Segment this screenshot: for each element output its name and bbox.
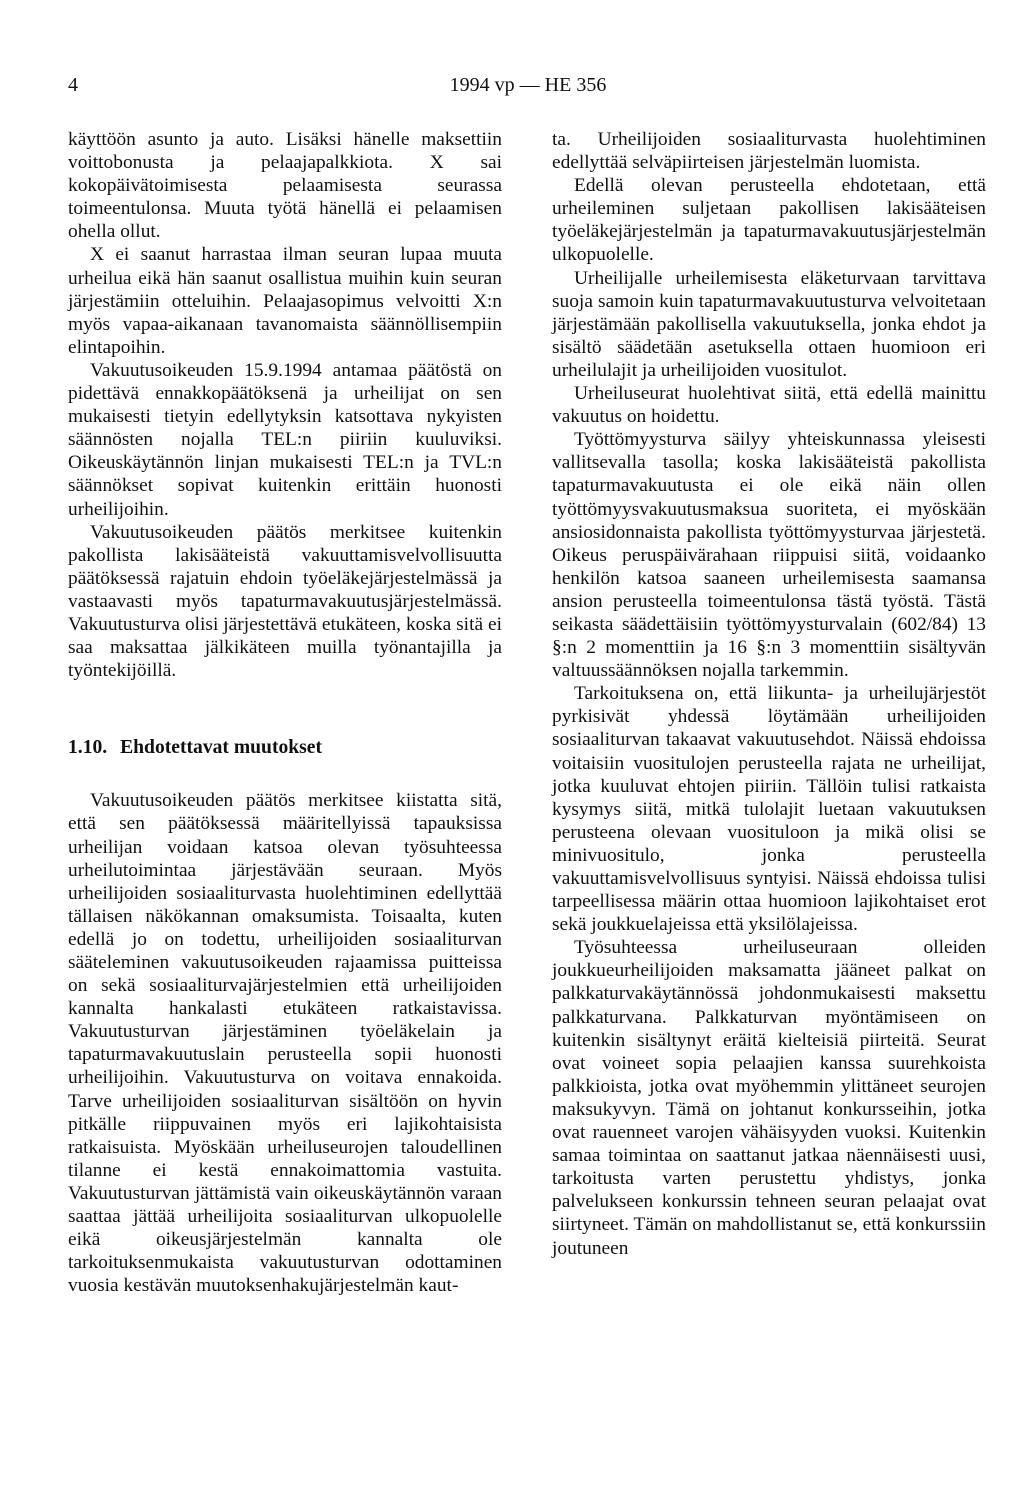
- paragraph: käyttöön asunto ja auto. Lisäksi hänelle maksettiin voittobonusta ja pelaajapalkkiota. X sai kokopäivätoimisesta pelaamisesta seurassa toimeentulonsa. Muuta työtä hänellä ei pelaamisen ohella ollut.: [68, 129, 502, 243]
- paragraph: Työttömyysturva säilyy yhteiskunnassa yleisesti vallitsevalla tasolla; koska lakisääteistä pakollista tapaturmavakuutusta ei ole eikä näin ollen työttömyysvakuutusmaksua suoriteta, ei myöskään ansiosidonnaista pakollista työttömyysturvaa järjestetä. Oikeus peruspäivärahaan riippuisi siitä, voidaanko henkilön katsoa saaneen urheilemisesta saamansa ansion perusteella toimeentulonsa tästä työstä. Tästä seikasta säädettäisiin työttömyysturvalain (602/84) 13 §:n 2 momenttiin ja 16 §:n 3 momenttiin sisältyvän valtuussäännöksen nojalla tarkemmin.: [552, 429, 986, 682]
- paragraph: Vakuutusoikeuden 15.9.1994 antamaa päätöstä on pidettävä ennakkopäätöksenä ja urheilijat on sen mukaisesti tietyin edellytyksin katsottava nykyisten säännösten nojalla TEL:n piiriin kuuluviksi. Oikeuskäytännön linjan mukaisesti TEL:n ja TVL:n säännökset sopivat kuitenkin erittäin huonosti urheilijoihin.: [68, 359, 502, 520]
- paragraph: Vakuutusoikeuden päätös merkitsee kuitenkin pakollista lakisääteistä vakuuttamisvelvollisuutta päätöksessä rajatuin ehdoin työeläkejärjestelmässä ja vastaavasti myös tapaturmavakuutusjärjestelmässä. Vakuutusturva olisi järjestettävä etukäteen, koska sitä ei saa maksattaa jälkikäteen muilla työnantajilla ja työntekijöillä.: [68, 521, 502, 682]
- section-number: 1.10.: [68, 737, 108, 759]
- paragraph: ta. Urheilijoiden sosiaaliturvasta huolehtiminen edellyttää selväpiirteisen järjestelmän luomista.: [552, 129, 986, 174]
- paragraph: X ei saanut harrastaa ilman seuran lupaa muuta urheilua eikä hän saanut osallistua muihin kuin seuran järjestämiin otteluihin. Pelaajasopimus velvoitti X:n myös vapaa-aikanaan tavanomaista säännöllisempiin elintapoihin.: [68, 244, 502, 358]
- paragraph: Vakuutusoikeuden päätös merkitsee kiistatta sitä, että sen päätöksessä määritellyissä tapauksissa urheilijan voidaan katsoa olevan työsuhteessa urheilutoimintaa järjestävään seuraan. Myös urheilijoiden sosiaaliturvasta huolehtiminen edellyttää tällaisen näkökannan omaksumista. Toisaalta, kuten edellä jo on todettu, urheilijoiden sosiaaliturvan sääteleminen vakuutusoikeuden rajaamissa puitteissa on sekä sosiaaliturvajärjestelmien että urheilijoiden kannalta hankalasti etukäteen ratkaistavissa. Vakuutusturvan järjestäminen työeläkelain ja tapaturmavakuutuslain perusteella sopii huonosti urheilijoihin. Vakuutusturva on voitava ennakoida. Tarve urheilijoiden sosiaaliturvan sisältöön on hyvin pitkälle riippuvainen myös eri lajikohtaisista ratkaisuista. Myöskään urheiluseurojen taloudellinen tilanne ei kestä ennakoimattomia vastuita. Vakuutusturvan jättämistä vain oikeuskäytännön varaan saattaa jättää urheilijoita sosiaaliturvan ulkopuolelle eikä oikeusjärjestelmän kannalta ole tarkoituksenmukaista vakuutusturvan odottaminen vuosia kestävän muutoksenhakujärjestelmän kaut-: [68, 790, 502, 1297]
- right-column: [552, 128, 986, 1260]
- paragraph: Urheilijalle urheilemisesta eläketurvaan tarvittava suoja samoin kuin tapaturmavakuutusturva velvoitetaan järjestämään pakollisella vakuutuksella, jonka ehdot ja sisältö säädetään asetuksella ottaen huomioon eri urheilulajit ja urheilijoiden vuositulot.: [552, 267, 986, 381]
- paragraph: Edellä olevan perusteella ehdotetaan, että urheileminen suljetaan pakollisen lakisääteisen työeläkejärjestelmän ja tapaturmavakuutusjärjestelmän ulkopuolelle.: [552, 175, 986, 266]
- left-column: [68, 128, 502, 1297]
- page-header: [68, 74, 988, 104]
- page-number: 4: [68, 74, 78, 96]
- running-head: 1994 vp — HE 356: [449, 74, 607, 96]
- paragraph: Urheiluseurat huolehtivat siitä, että edellä mainittu vakuutus on hoidettu.: [552, 383, 986, 428]
- section-title: Ehdotettavat muutokset: [120, 737, 323, 759]
- paragraph: Työsuhteessa urheiluseuraan olleiden joukkueurheilijoiden maksamatta jääneet palkat on palkkaturvakäytännössä johdonmukaisesti maksettu palkkaturvana. Palkkaturvan myöntämiseen on kuitenkin sisältynyt eräitä kielteisiä piirteitä. Seurat ovat voineet sopia pelaajien kanssa suurehkoista palkkioista, jotka ovat myöhemmin ylittäneet seurojen maksukyvyn. Tämä on johtanut konkursseihin, jotka ovat rauenneet varojen vähäisyyden vuoksi. Kuitenkin samaa toimintaa on saattanut jatkaa näennäisesti uusi, tarkoitusta varten perustettu yhdistys, jonka palvelukseen konkurssin tehneen seuran pelaajat ovat siirtyneet. Tämän on mahdollistanut se, että konkurssiin joutuneen: [552, 937, 986, 1259]
- paragraph: Tarkoituksena on, että liikunta- ja urheilujärjestöt pyrkisivät yhdessä löytämään urheilijoiden sosiaaliturvan takaavat vakuutusehdot. Näissä ehdoissa voitaisiin vuositulojen perusteella rajata ne urheilijat, jotka kuuluvat ehtojen piiriin. Tällöin tulisi ratkaista kysymys siitä, mitkä tulolajit luetaan vakuutuksen perusteena olevaan vuosituloon ja mikä olisi se minivuositulo, jonka perusteella vakuuttamisvelvollisuus syntyisi. Näissä ehdoissa tulisi tarpeellisessa määrin ottaa huomioon lajikohtaiset erot sekä joukkuelajeissa että yksilölajeissa.: [552, 683, 986, 936]
- section-heading: [68, 736, 502, 759]
